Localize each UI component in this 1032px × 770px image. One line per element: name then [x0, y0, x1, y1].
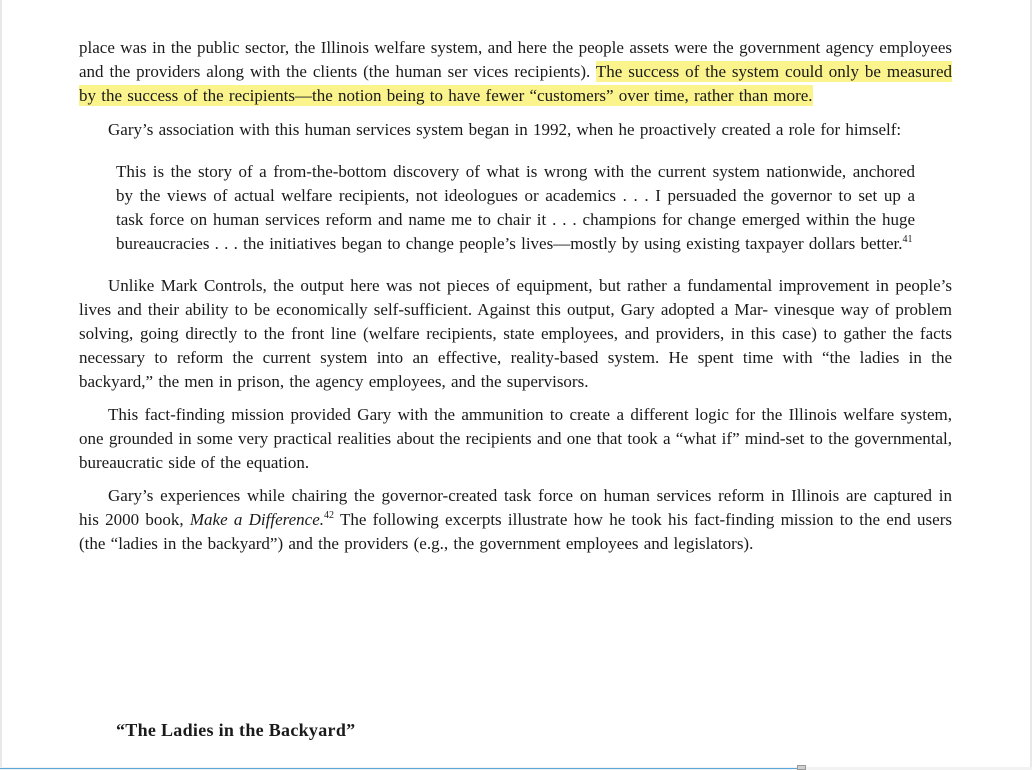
paragraph-5-text: Gary’s experiences while chairing the governor-created task force on human services reform in Illinois are captured in his 2000 book, — [79, 486, 952, 529]
scrollbar-thumb[interactable] — [797, 765, 806, 770]
footnote-ref-42[interactable]: 42 — [324, 510, 335, 521]
footnote-ref-41[interactable]: 41 — [902, 234, 913, 245]
document-body — [79, 36, 952, 565]
block-quote — [116, 160, 915, 256]
paragraph-5 — [79, 484, 952, 556]
paragraph-4: This fact-finding mission provided Gary with the ammunition to create a different logic for the Illinois welfare system, one grounded in some very practical realities about the recipients and one that took a “what if” mind-set to the governmental, bureaucratic side of the equation. — [79, 405, 952, 472]
paragraph-5-text-end: The following excerpts illustrate how he took his fact-finding mission to the end users (the “ladies in the backyard”) and the providers (e.g., the government employees and legislators). — [79, 510, 952, 553]
paragraph-3: Unlike Mark Controls, the output here was not pieces of equipment, but rather a fundamental improvement in people’s lives and their ability to be economically self-sufficient. Against this output, Gary adopted a Mar- vinesque way of problem solving, going directly to the front line (welfare recipients, state employees, and providers, in this case) to gather the facts necessary to reform the current system into an effective, reality-based system. He spent time with “the ladies in the backyard,” the men in prison, the agency employees, and the supervisors. — [79, 276, 952, 391]
book-title: Make a Difference. — [189, 510, 325, 529]
paragraph-1-text: place was in the public sector, the Illinois welfare system, and here the people assets were the government agency employees and the providers along with the clients (the human ser vices recipients). — [79, 38, 952, 81]
page-left-edge — [0, 0, 2, 770]
highlighted-passage[interactable]: The success of the system could only be measured by the success of the recipients—the notion being to have fewer “customers” over time, rather than more. — [79, 62, 952, 105]
section-heading: “The Ladies in the Backyard” — [116, 720, 356, 740]
paragraph-1 — [79, 36, 952, 108]
block-quote-text: This is the story of a from-the-bottom discovery of what is wrong with the current system nationwide, anchored by the views of actual welfare recipients, not ideologues or academics . . . I persuaded the governor to set up a task force on human services reform and name me to chair it . . . champions for change emerged within the huge bureaucracies . . . the initiatives began to change people’s lives—mostly by using existing taxpayer dollars better. — [116, 162, 915, 253]
scroll-progress-line — [0, 768, 804, 769]
paragraph-2: Gary’s association with this human services system began in 1992, when he proactively created a role for himself: — [108, 120, 902, 139]
